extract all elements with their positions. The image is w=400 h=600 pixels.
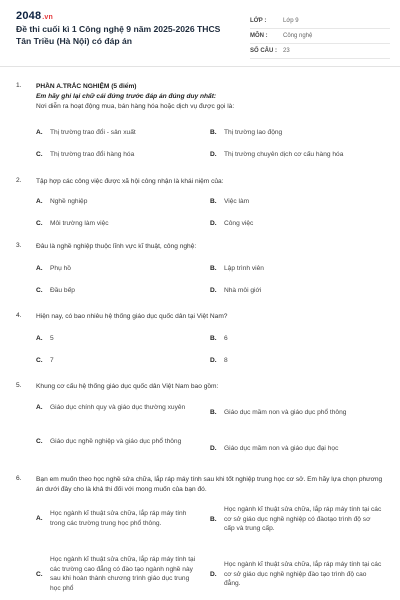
option-a — [36, 197, 206, 207]
option-text: Giáo dục mầm non và giáo dục đại học — [224, 445, 339, 452]
exam-title: Đề thi cuối kì 1 Công nghệ 9 năm 2025-2026 THCS Tân Triều (Hà Nội) có đáp án — [16, 24, 221, 46]
option-letter: A. — [36, 129, 43, 137]
option-a — [36, 264, 206, 274]
question-number: 1. — [16, 82, 22, 89]
question-number: 6. — [16, 475, 22, 482]
question-number: 2. — [16, 177, 22, 184]
option-letter: B. — [210, 129, 217, 137]
option-text: 6 — [224, 335, 228, 342]
instruction-text: Em hãy ghi lại chữ cái đứng trước đáp án đúng duy nhất: — [36, 93, 217, 100]
meta-label: LỚP : — [250, 18, 267, 24]
logo-suffix: .vn — [42, 14, 53, 21]
meta-value: Lớp 9 — [283, 18, 299, 24]
option-b — [210, 408, 388, 418]
option-b — [210, 264, 388, 274]
question-text: Bạn em muốn theo học nghề sửa chữa, lắp ráp máy tính sau khi tốt nghiệp trung học cơ sở. Em hãy lựa chọn phương án dưới đây cho là khả thi đối với mong muốn của bạn đó. — [36, 476, 383, 493]
option-text: 8 — [224, 357, 228, 364]
option-c — [36, 219, 206, 229]
question-number: 3. — [16, 242, 22, 249]
question-body — [36, 82, 388, 112]
option-d — [210, 444, 388, 454]
option-text: Giáo dục nghề nghiệp và giáo dục phổ thông — [50, 438, 182, 445]
option-letter: C. — [36, 570, 43, 578]
option-text: Học ngành kĩ thuật sửa chữa, lắp ráp máy tính trong các trường trung học phổ thông. — [50, 510, 187, 527]
option-a — [36, 334, 206, 344]
option-letter: D. — [210, 287, 217, 295]
option-text: Môi trường làm việc — [50, 220, 109, 227]
option-letter: C. — [36, 438, 43, 446]
option-letter: D. — [210, 570, 217, 578]
option-c — [36, 356, 206, 366]
option-c — [36, 150, 206, 160]
logo-main: 2048 — [16, 10, 42, 22]
meta-value: Công nghệ — [283, 33, 313, 39]
option-letter: A. — [36, 335, 43, 343]
option-text: Đầu bếp — [50, 287, 75, 294]
option-text: 7 — [50, 357, 54, 364]
option-letter: D. — [210, 151, 217, 159]
option-d — [210, 560, 388, 589]
option-b — [210, 197, 388, 207]
option-letter: A. — [36, 265, 43, 273]
question-text: Hiện nay, có bao nhiêu hệ thống giáo dục quốc dân tại Việt Nam? — [36, 313, 228, 320]
meta-label: MÔN : — [250, 33, 268, 39]
question-text: Khung cơ cấu hệ thống giáo dục quốc dân Việt Nam bao gồm: — [36, 383, 219, 390]
option-d — [210, 356, 388, 366]
exam-meta — [250, 14, 390, 59]
option-d — [210, 286, 388, 296]
option-text: Thị trường trao đổi hàng hóa — [50, 151, 135, 158]
option-d — [210, 219, 388, 229]
option-letter: A. — [36, 404, 43, 412]
option-c — [36, 437, 206, 447]
site-logo[interactable] — [16, 10, 53, 22]
option-c — [36, 555, 206, 593]
option-letter: C. — [36, 357, 43, 365]
meta-row-subject — [250, 29, 390, 44]
option-letter: C. — [36, 287, 43, 295]
page-header — [0, 0, 400, 62]
meta-row-count — [250, 44, 390, 59]
meta-value: 23 — [283, 48, 290, 54]
option-text: Thị trường trao đổi - sản xuất — [50, 129, 136, 136]
question-text: Đâu là nghề nghiệp thuộc lĩnh vực kĩ thuật, công nghệ: — [36, 243, 197, 250]
option-letter: B. — [210, 265, 217, 273]
option-text: Công việc — [224, 220, 254, 227]
section-title: PHẦN A.TRẮC NGHIỆM (5 điểm) — [36, 83, 137, 90]
option-a — [36, 128, 206, 138]
option-b — [210, 128, 388, 138]
option-a — [36, 509, 206, 528]
header-divider — [0, 66, 400, 67]
meta-row-class — [250, 14, 390, 29]
option-text: Giáo dục chính quy và giáo dục thường xuyên — [50, 404, 186, 411]
question-text: Tập hợp các công việc được xã hội công nhận là khái niệm của: — [36, 178, 224, 185]
option-text: Việc làm — [224, 198, 250, 205]
option-letter: C. — [36, 220, 43, 228]
option-letter: D. — [210, 445, 217, 453]
option-a — [36, 403, 206, 413]
option-letter: A. — [36, 515, 43, 522]
question-text: Nơi diễn ra hoạt động mua, bán hàng hóa hoặc dịch vụ được gọi là: — [36, 103, 235, 110]
option-letter: D. — [210, 220, 217, 228]
option-text: Lập trình viên — [224, 265, 264, 272]
option-text: Nghề nghiệp — [50, 198, 88, 205]
option-text: Học ngành kĩ thuật sửa chữa, lắp ráp máy tính tại các trường cao đẳng có đào tạo ngành nghề này sau khi hoàn thành chương trình giáo dục trung học phổ — [50, 556, 196, 592]
option-letter: B. — [210, 409, 217, 417]
option-letter: B. — [210, 198, 217, 206]
option-text: 5 — [50, 335, 54, 342]
option-letter: D. — [210, 357, 217, 365]
option-letter: B. — [210, 515, 217, 523]
option-text: Phụ hồ — [50, 265, 71, 272]
option-text: Nhà môi giới — [224, 287, 262, 294]
option-text: Giáo dục mầm non và giáo dục phổ thông — [224, 409, 347, 416]
option-c — [36, 286, 206, 296]
option-d — [210, 150, 388, 160]
question-number: 5. — [16, 382, 22, 389]
option-letter: C. — [36, 151, 43, 159]
option-text: Thị trường lao động — [224, 129, 283, 136]
option-text: Thị trường chuyên dịch cơ cấu hàng hóa — [224, 151, 344, 158]
option-letter: A. — [36, 198, 43, 206]
option-text: Học ngành kĩ thuật sửa chữa, lắp ráp máy tính tại các cơ sở giáo dục nghề nghiệp có đàotạo trình độ sơ cấp và trung cấp. — [224, 506, 382, 532]
option-letter: B. — [210, 335, 217, 343]
option-text: Học ngành kĩ thuật sửa chữa, lắp ráp máy tính tại các cơ sở giáo dục nghề nghiệp đào tạo trình độ cao đẳng. — [224, 561, 382, 587]
option-b — [210, 505, 388, 534]
meta-label: SỐ CÂU : — [250, 48, 277, 54]
option-b — [210, 334, 388, 344]
question-number: 4. — [16, 312, 22, 319]
